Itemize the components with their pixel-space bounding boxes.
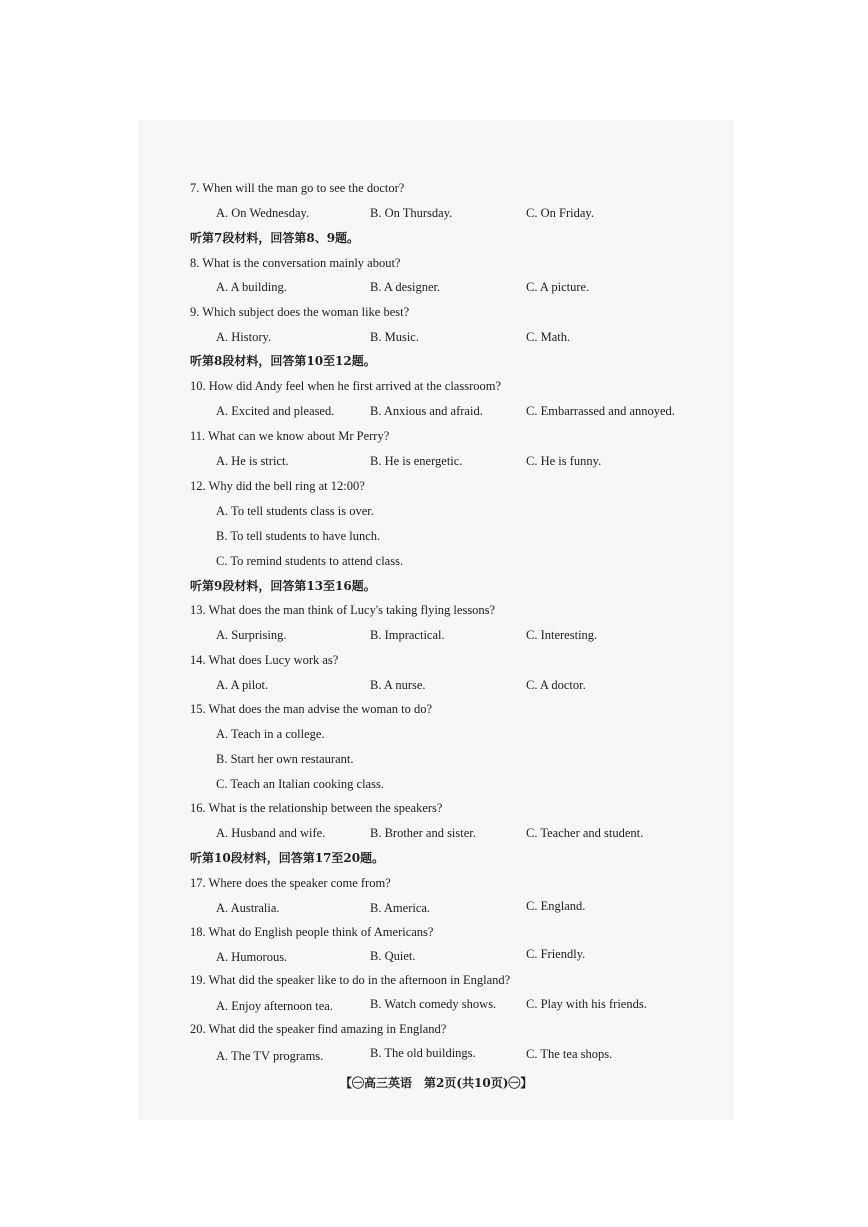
q7-option-b: B. On Thursday. (370, 206, 453, 220)
q16-option-b: B. Brother and sister. (370, 826, 476, 840)
q17-option-c: C. England. (526, 899, 586, 913)
q15-option-c: C. Teach an Italian cooking class. (216, 777, 384, 791)
q14-option-c: C. A doctor. (526, 678, 586, 692)
q9-option-b: B. Music. (370, 330, 419, 344)
q16-option-c: C. Teacher and student. (526, 826, 644, 840)
section-heading-10: 听第10段材料，回答第17至20题。 (190, 851, 385, 865)
q10-option-b: B. Anxious and afraid. (370, 404, 483, 418)
q8-option-c: C. A picture. (526, 280, 590, 294)
q14-option-b: B. A nurse. (370, 678, 426, 692)
q12-option-a: A. To tell students class is over. (216, 504, 374, 518)
q20-option-c: C. The tea shops. (526, 1047, 613, 1061)
q18-option-a: A. Humorous. (216, 950, 288, 964)
section-heading-7: 听第7段材料，回答第8、9题。 (190, 231, 360, 245)
q20-option-b: B. The old buildings. (370, 1046, 476, 1060)
question-18: 18. What do English people think of Americans? (190, 925, 434, 939)
q9-option-a: A. History. (216, 330, 272, 344)
q7-option-c: C. On Friday. (526, 206, 594, 220)
q17-option-a: A. Australia. (216, 901, 280, 915)
q18-option-b: B. Quiet. (370, 949, 416, 963)
q7-option-a: A. On Wednesday. (216, 206, 310, 220)
q11-option-c: C. He is funny. (526, 454, 602, 468)
q13-option-c: C. Interesting. (526, 628, 598, 642)
question-12: 12. Why did the bell ring at 12:00? (190, 479, 365, 493)
q10-option-c: C. Embarrassed and annoyed. (526, 404, 675, 418)
question-17: 17. Where does the speaker come from? (190, 876, 391, 890)
q12-option-c: C. To remind students to attend class. (216, 554, 404, 568)
question-14: 14. What does Lucy work as? (190, 653, 339, 667)
q13-option-b: B. Impractical. (370, 628, 445, 642)
q18-option-c: C. Friendly. (526, 947, 586, 961)
q11-option-b: B. He is energetic. (370, 454, 463, 468)
q8-option-b: B. A designer. (370, 280, 441, 294)
question-15: 15. What does the man advise the woman to do? (190, 702, 433, 716)
question-20: 20. What did the speaker find amazing in England? (190, 1022, 447, 1036)
question-7: 7. When will the man go to see the doctor? (190, 181, 405, 195)
q13-option-a: A. Surprising. (216, 628, 287, 642)
q15-option-a: A. Teach in a college. (216, 727, 325, 741)
q19-option-b: B. Watch comedy shows. (370, 997, 497, 1011)
section-heading-9: 听第9段材料，回答第13至16题。 (190, 579, 376, 593)
q19-option-c: C. Play with his friends. (526, 997, 647, 1011)
question-10: 10. How did Andy feel when he first arrived at the classroom? (190, 379, 502, 393)
question-8: 8. What is the conversation mainly about? (190, 256, 401, 270)
q9-option-c: C. Math. (526, 330, 571, 344)
q11-option-a: A. He is strict. (216, 454, 289, 468)
q14-option-a: A. A pilot. (216, 678, 269, 692)
page-footer: 【㊀高三英语 第2页(共10页)㊀】 (340, 1076, 533, 1090)
q15-option-b: B. Start her own restaurant. (216, 752, 354, 766)
q20-option-a: A. The TV programs. (216, 1049, 324, 1063)
q12-option-b: B. To tell students to have lunch. (216, 529, 381, 543)
question-9: 9. Which subject does the woman like best? (190, 305, 410, 319)
question-19: 19. What did the speaker like to do in the afternoon in England? (190, 973, 511, 987)
section-heading-8: 听第8段材料，回答第10至12题。 (190, 354, 376, 368)
q10-option-a: A. Excited and pleased. (216, 404, 335, 418)
q16-option-a: A. Husband and wife. (216, 826, 326, 840)
q19-option-a: A. Enjoy afternoon tea. (216, 999, 333, 1013)
question-13: 13. What does the man think of Lucy's taking flying lessons? (190, 603, 496, 617)
q8-option-a: A. A building. (216, 280, 287, 294)
question-11: 11. What can we know about Mr Perry? (190, 429, 390, 443)
question-16: 16. What is the relationship between the speakers? (190, 801, 443, 815)
q17-option-b: B. America. (370, 901, 431, 915)
